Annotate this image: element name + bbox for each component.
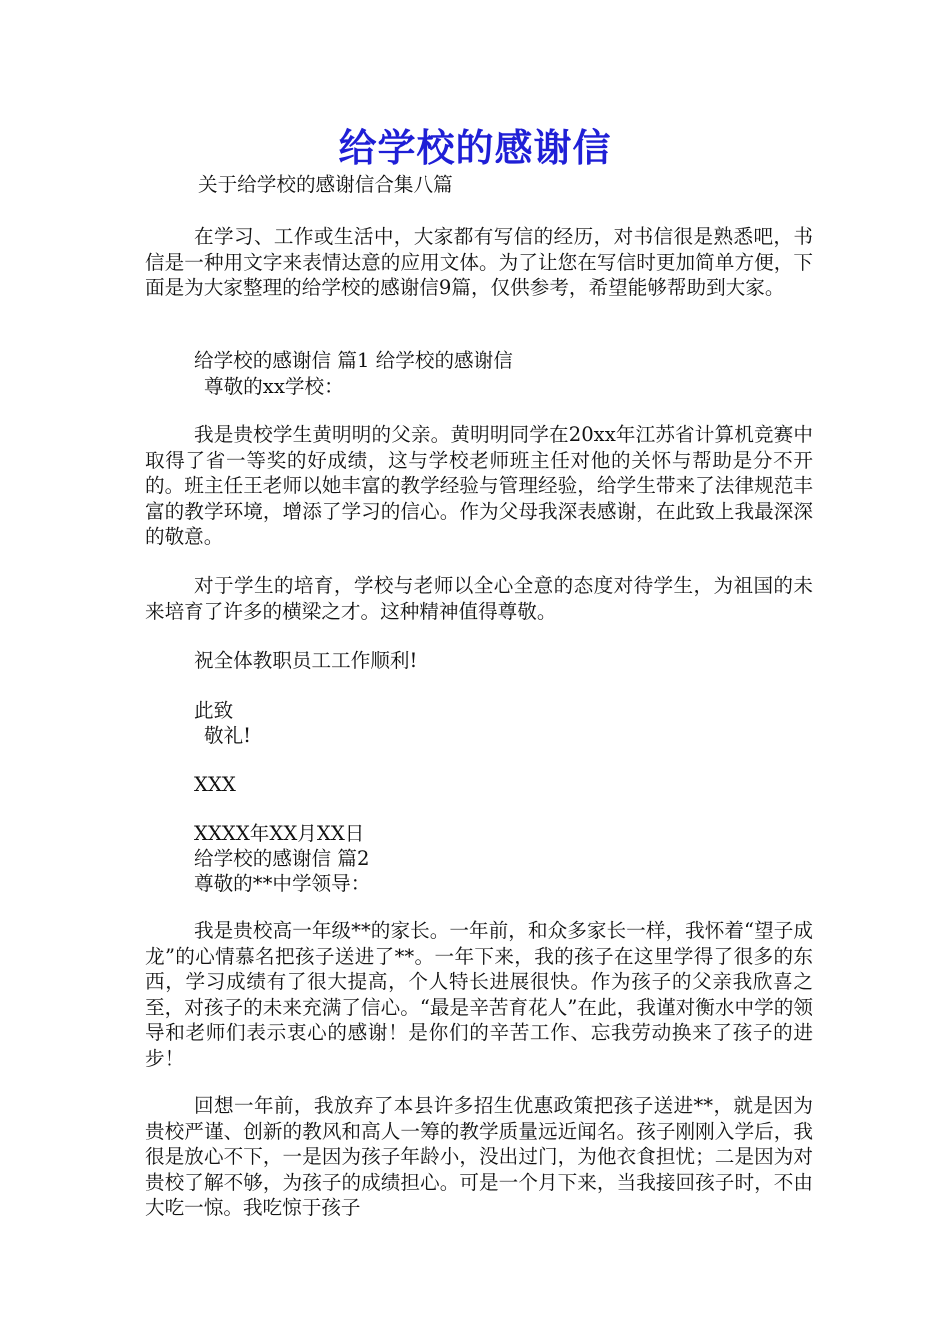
letter2-heading: 给学校的感谢信 篇2 — [194, 847, 370, 870]
letter1-paragraph-1: 我是贵校学生黄明明的父亲。黄明明同学在20xx年江苏省计算机竞赛中取得了省一等奖的好成绩，这与学校老师班主任对他的关怀与帮助是分不开的。班主任王老师以她丰富的教学经验与管理经验，给学生带来了法律规范丰富的教学环境，增添了学习的信心。作为父母我深表感谢，在此致上我最深深的敬意。 — [145, 423, 813, 549]
intro-paragraph: 在学习、工作或生活中，大家都有写信的经历，对书信很是熟悉吧，书信是一种用文字来表情达意的应用文体。为了让您在写信时更加简单方便，下面是为大家整理的给学校的感谢信9篇，仅供参考，希望能够帮助到大家。 — [145, 225, 813, 300]
letter1-date: XXXX年XX月XX日 — [194, 822, 365, 845]
letter1-wish: 祝全体教职员工工作顺利! — [194, 649, 418, 672]
document-title: 给学校的感谢信 — [338, 126, 612, 170]
letter1-closing-2: 敬礼! — [204, 724, 252, 747]
letter1-heading: 给学校的感谢信 篇1 给学校的感谢信 — [194, 349, 513, 372]
letter1-signature: XXX — [194, 773, 236, 796]
letter1-paragraph-2: 对于学生的培育，学校与老师以全心全意的态度对待学生，为祖国的未来培育了许多的横梁之才。这种精神值得尊敬。 — [145, 574, 813, 623]
document-subtitle: 关于给学校的感谢信合集八篇 — [198, 173, 453, 196]
letter2-paragraph-1: 我是贵校高一年级**的家长。一年前，和众多家长一样，我怀着“望子成龙”的心情慕名把孩子送进了**。一年下来，我的孩子在这里学得了很多的东西，学习成绩有了很大提高，个人特长进展很快。作为孩子的父亲我欣喜之至，对孩子的未来充满了信心。“最是辛苦育花人”在此，我谨对衡水中学的领导和老师们表示衷心的感谢！是你们的辛苦工作、忘我劳动换来了孩子的进步！ — [145, 919, 813, 1070]
letter2-paragraph-2: 回想一年前，我放弃了本县许多招生优惠政策把孩子送进**，就是因为贵校严谨、创新的教风和高人一筹的教学质量远近闻名。孩子刚刚入学后，我很是放心不下，一是因为孩子年龄小，没出过门，为他衣食担忧；二是因为对贵校了解不够，为孩子的成绩担心。可是一个月下来，当我接回孩子时，不由大吃一惊。我吃惊于孩子 — [145, 1094, 813, 1220]
letter2-salutation: 尊敬的**中学领导： — [194, 872, 371, 895]
letter1-salutation: 尊敬的xx学校： — [204, 375, 344, 398]
letter1-closing-1: 此致 — [194, 699, 234, 722]
